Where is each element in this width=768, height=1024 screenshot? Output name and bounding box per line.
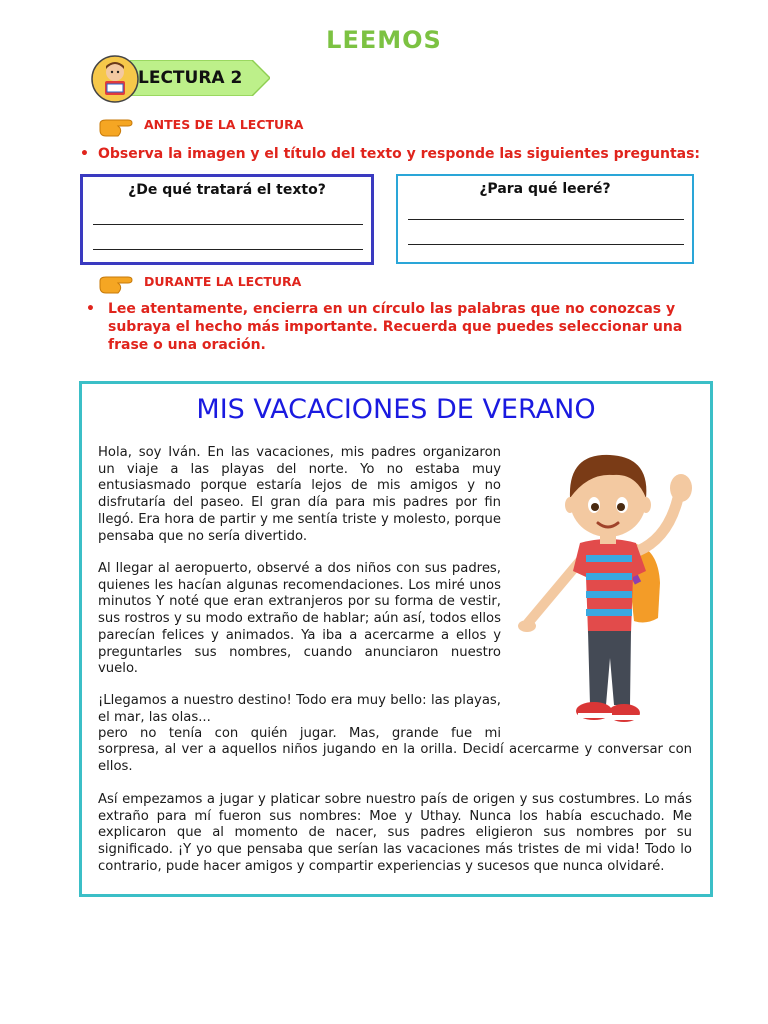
- story-paragraph-3c: sorpresa, al ver a aquellos niños jugando en la orilla. Decidí acercarme y conversar con ellos.: [98, 742, 692, 774]
- story-title: MIS VACACIONES DE VERANO: [196, 394, 596, 425]
- question-purpose: ¿Para qué leeré?: [479, 181, 611, 197]
- bullet-icon: •: [86, 301, 95, 317]
- story-paragraph-4: Así empezamos a jugar y platicar sobre nuestro país de origen y sus costumbres. Lo más extraño para mí fueron sus nombres: Moe y Uthay. Nunca los había escuchado. Me explicaron que al momento de nacer, sus padres eligieron sus nombres por su significado. ¡Y yo que pensaba que serían las vacaciones más tristes de mi vida! Todo lo contrario, pude hacer amigos y compartir experiencias y sucesos que nunca olvidaré.: [98, 792, 692, 874]
- answer-line[interactable]: [408, 244, 684, 245]
- page-title: LEEMOS: [326, 26, 442, 54]
- story-paragraph-3a: ¡Llegamos a nuestro destino! Todo era muy bello: las playas, el mar, las olas...: [98, 693, 501, 725]
- story-paragraph-3b: pero no tenía con quién jugar. Mas, grande fue mi: [98, 726, 501, 741]
- answer-line[interactable]: [93, 224, 363, 225]
- before-reading-instruction-text: Observa la imagen y el título del texto y responde las siguientes preguntas:: [98, 146, 701, 162]
- answer-line[interactable]: [93, 249, 363, 250]
- pointing-hand-icon: [98, 273, 134, 297]
- question-box-purpose: [396, 174, 694, 264]
- during-reading-label: DURANTE LA LECTURA: [144, 274, 302, 289]
- answer-line[interactable]: [408, 219, 684, 220]
- story-paragraph-2: Al llegar al aeropuerto, observé a dos niños con sus padres, quienes les hacían algunas recomendaciones. Los miré unos minutos Y noté que eran extranjeros por su forma de vestir, sus rostros y su modo extraño de hablar; aún así, todos ellos parecían felices y animados. Ya iba a acercarme a ellos y preguntarles sus nombres, cuando anunciaron nuestro vuelo.: [98, 561, 501, 677]
- pointing-hand-icon: [98, 116, 134, 140]
- during-reading-instruction-text: Lee atentamente, encierra en un círculo las palabras que no conozcas y subraya el hecho más importante. Recuerda que puedes seleccionar una frase o una oración.: [108, 301, 683, 353]
- question-topic: ¿De qué tratará el texto?: [128, 182, 326, 198]
- story-paragraph-1: Hola, soy Iván. En las vacaciones, mis padres organizaron un viaje a las playas del norte. Yo no estaba muy entusiasmado porque estaría lejos de mis amigos y no disfrutaría del paseo. El gran día para mis padres por fin llegó. Era hora de partir y me sentía triste y molesto, porque pensaba que no sería divertido.: [98, 445, 501, 544]
- before-reading-label: ANTES DE LA LECTURA: [144, 117, 304, 132]
- badge-label: LECTURA 2: [138, 68, 243, 88]
- before-reading-instruction: [80, 145, 700, 163]
- bullet-icon: •: [80, 146, 89, 162]
- reading-child-icon: [90, 54, 140, 104]
- question-box-topic: [80, 174, 374, 265]
- during-reading-instruction: [86, 300, 708, 354]
- reading-badge: [90, 54, 280, 106]
- waving-boy-illustration: [518, 443, 698, 733]
